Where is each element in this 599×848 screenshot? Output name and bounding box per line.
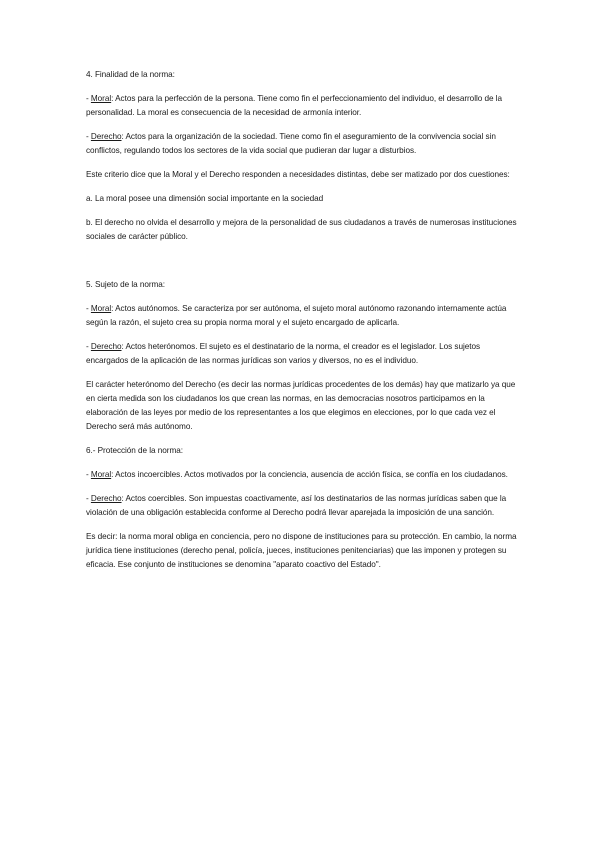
paragraph-text: : Actos heterónomos. El sujeto es el destinatario de la norma, el creador es el legislador. Los sujetos encargados de la aplicación de las normas jurídicas son varios y diversos, no es el individuo.	[86, 342, 481, 365]
paragraph-derecho	[86, 130, 518, 158]
paragraph-text: : Actos incoercibles. Actos motivados por la conciencia, ausencia de acción física, se confía en los ciudadanos.	[111, 470, 508, 479]
paragraph-text: : Actos autónomos. Se caracteriza por ser autónoma, el sujeto moral autónomo razonando internamente actúa según la razón, el sujeto crea su propia norma moral y el sujeto encargado de aplicarla.	[86, 304, 507, 327]
prefix: -	[86, 304, 91, 313]
paragraph: El carácter heterónomo del Derecho (es decir las normas jurídicas procedentes de los demás) hay que matizarlo ya que en cierta medida son los ciudadanos los que crean las normas, en las democracias nosotros participamos en la elaboración de las leyes por medio de los representantes a los que elegimos en elecciones, por lo que cada vez el Derecho será más autónomo.	[86, 380, 516, 431]
prefix: -	[86, 94, 91, 103]
section-finalidad	[86, 68, 518, 244]
term-label: Moral	[90, 470, 112, 479]
paragraph-text: : Actos para la organización de la sociedad. Tiene como fin el aseguramiento de la convivencia social sin conflictos, regulando todos los sectores de la vida social que pudieran dar lugar a disturbios.	[86, 132, 496, 155]
paragraph-text: : Actos para la perfección de la persona. Tiene como fin el perfeccionamiento del individuo, el desarrollo de la personalidad. La moral es consecuencia de la necesidad de armonía interior.	[86, 94, 502, 117]
term-label: Moral	[90, 304, 112, 313]
paragraph-moral	[86, 468, 518, 482]
section-heading: 6.- Protección de la norma:	[86, 446, 183, 455]
paragraph-moral	[86, 302, 518, 330]
paragraph: Es decir: la norma moral obliga en conciencia, pero no dispone de instituciones para su protección. En cambio, la norma jurídica tiene instituciones (derecho penal, policía, jueces, instituciones penitenciarias) que las imponen y protegen su eficacia. Ese conjunto de instituciones se denomina "aparato coactivo del Estado".	[86, 532, 517, 569]
paragraph: a. La moral posee una dimensión social importante en la sociedad	[86, 194, 324, 203]
paragraph: b. El derecho no olvida el desarrollo y mejora de la personalidad de sus ciudadanos a través de numerosas instituciones sociales de carácter público.	[86, 218, 517, 241]
section-sujeto	[86, 278, 518, 434]
paragraph: Este criterio dice que la Moral y el Derecho responden a necesidades distintas, debe ser matizado por dos cuestiones:	[86, 170, 510, 179]
section-spacer	[86, 254, 518, 278]
prefix: -	[86, 132, 91, 141]
document-body	[86, 68, 518, 582]
paragraph-text: : Actos coercibles. Son impuestas coactivamente, así los destinatarios de las normas jurídicas saben que la violación de una obligación establecida conforme al Derecho podrá llevar aparejada la imposición de una sanción.	[86, 494, 507, 517]
prefix: -	[86, 470, 91, 479]
term-label: Derecho	[90, 132, 122, 141]
paragraph-derecho	[86, 492, 518, 520]
section-heading: 4. Finalidad de la norma:	[86, 70, 175, 79]
section-proteccion	[86, 444, 518, 572]
section-heading: 5. Sujeto de la norma:	[86, 280, 166, 289]
term-label: Derecho	[90, 342, 122, 351]
term-label: Moral	[90, 94, 112, 103]
prefix: -	[86, 494, 91, 503]
prefix: -	[86, 342, 91, 351]
paragraph-derecho	[86, 340, 518, 368]
term-label: Derecho	[90, 494, 122, 503]
paragraph-moral	[86, 92, 518, 120]
